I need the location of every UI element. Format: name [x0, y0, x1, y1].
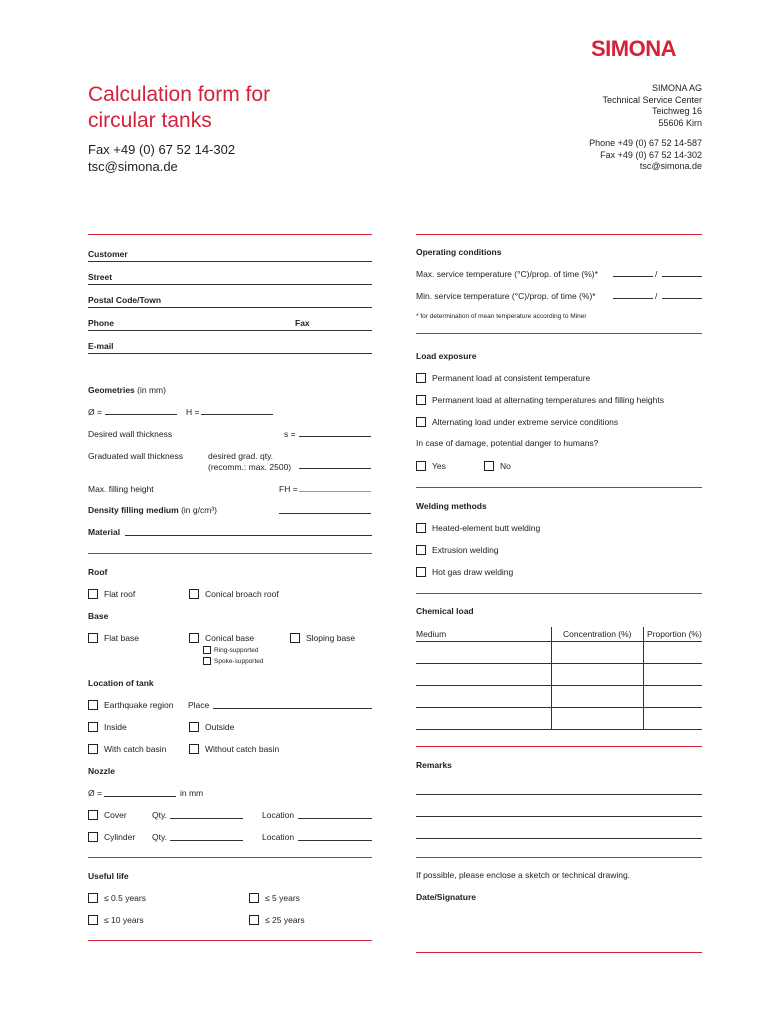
extrusion-label: Extrusion welding — [432, 545, 499, 555]
material-field[interactable] — [125, 535, 372, 536]
table-column-divider — [643, 627, 644, 730]
min-time-field[interactable] — [662, 298, 702, 299]
base-title: Base — [88, 611, 109, 621]
phone-block — [480, 138, 702, 173]
useful-life-title: Useful life — [88, 871, 129, 881]
contact-block — [88, 141, 235, 175]
place-field[interactable] — [213, 708, 372, 709]
heated-element-checkbox[interactable] — [416, 523, 426, 533]
density-field[interactable] — [279, 513, 371, 514]
location-title: Location of tank — [88, 678, 154, 688]
divider — [416, 234, 702, 235]
cylinder-qty-label: Qty. — [152, 832, 167, 842]
nozzle-diameter-field[interactable] — [104, 796, 176, 797]
flat-base-label: Flat base — [104, 633, 139, 643]
earthquake-label: Earthquake region — [104, 700, 174, 710]
alternating-extreme-label: Alternating load under extreme service conditions — [432, 417, 619, 427]
welding-title: Welding methods — [416, 501, 487, 511]
conical-base-checkbox[interactable] — [189, 633, 199, 643]
max-fill-label: Max. filling height — [88, 484, 154, 494]
wall-thickness-field[interactable] — [299, 436, 371, 437]
no-label: No — [500, 461, 511, 471]
email-line: tsc@simona.de — [639, 161, 702, 171]
spoke-supported-checkbox[interactable] — [203, 657, 211, 665]
sketch-note: If possible, please enclose a sketch or technical drawing. — [416, 870, 631, 880]
sloping-base-checkbox[interactable] — [290, 633, 300, 643]
fh-field[interactable] — [299, 491, 371, 492]
cover-location-field[interactable] — [298, 818, 372, 819]
no-checkbox[interactable] — [484, 461, 494, 471]
alternating-temp-checkbox[interactable] — [416, 395, 426, 405]
operating-title: Operating conditions — [416, 247, 502, 257]
chemical-title: Chemical load — [416, 606, 474, 616]
conical-roof-label: Conical broach roof — [205, 589, 279, 599]
permanent-load-label: Permanent load at consistent temperature — [432, 373, 591, 383]
divider — [88, 553, 372, 554]
cylinder-location-label: Location — [262, 832, 295, 842]
ring-supported-checkbox[interactable] — [203, 646, 211, 654]
life-10-checkbox[interactable] — [88, 915, 98, 925]
earthquake-checkbox[interactable] — [88, 700, 98, 710]
alternating-temp-label: Permanent load at alternating temperatures and filling heights — [432, 395, 665, 405]
concentration-header: Concentration (%) — [563, 629, 632, 639]
diameter-field[interactable] — [105, 414, 177, 415]
place-label: Place — [188, 700, 210, 710]
divider — [416, 593, 702, 594]
density-unit: (in g/cm³) — [181, 505, 217, 515]
without-catch-basin-checkbox[interactable] — [189, 744, 199, 754]
email-field[interactable] — [88, 353, 372, 354]
divider — [88, 857, 372, 858]
conical-base-label: Conical base — [205, 633, 255, 643]
cover-label: Cover — [104, 810, 127, 820]
wall-thickness-label: Desired wall thickness — [88, 429, 173, 439]
nozzle-title: Nozzle — [88, 766, 115, 776]
inside-checkbox[interactable] — [88, 722, 98, 732]
address-line: 55606 Kirn — [658, 117, 702, 128]
height-field[interactable] — [201, 414, 273, 415]
page-title — [88, 82, 270, 134]
postal-label: Postal Code/Town — [88, 295, 162, 305]
cover-qty-field[interactable] — [170, 818, 243, 819]
without-catch-basin-label: Without catch basin — [205, 744, 280, 754]
height-label: H = — [186, 407, 200, 417]
material-label: Material — [88, 527, 121, 537]
phone-line: Phone +49 (0) 67 52 14-587 — [589, 138, 702, 148]
divider — [88, 940, 372, 941]
sloping-base-label: Sloping base — [306, 633, 356, 643]
hot-gas-checkbox[interactable] — [416, 567, 426, 577]
life-5-label: ≤ 5 years — [265, 893, 300, 903]
inside-label: Inside — [104, 722, 127, 732]
contact-fax: Fax +49 (0) 67 52 14-302 — [88, 142, 236, 157]
postal-field[interactable] — [88, 307, 372, 308]
street-field[interactable] — [88, 284, 372, 285]
geometries-unit: (in mm) — [137, 385, 166, 395]
title-line-2: circular tanks — [88, 109, 212, 132]
graduated-label: Graduated wall thickness — [88, 451, 183, 461]
medium-header: Medium — [416, 629, 447, 639]
flat-roof-label: Flat roof — [104, 589, 136, 599]
proportion-header: Proportion (%) — [647, 629, 702, 639]
nozzle-diameter-label: Ø = — [88, 788, 102, 798]
ring-supported-label: Ring-supported — [214, 647, 259, 654]
date-signature-label: Date/Signature — [416, 892, 476, 902]
grad-qty-label: desired grad. qty. — [208, 451, 274, 461]
address-line: SIMONA AG — [651, 83, 702, 93]
remarks-line[interactable] — [416, 838, 702, 839]
max-slash: / — [655, 269, 658, 279]
simona-logo: SIMONA — [591, 36, 676, 61]
yes-checkbox[interactable] — [416, 461, 426, 471]
max-temp-label: Max. service temperature (°C)/prop. of time (%)* — [416, 269, 598, 279]
with-catch-basin-label: With catch basin — [104, 744, 167, 754]
life-25-checkbox[interactable] — [249, 915, 259, 925]
grad-recomm-label: (recomm.: max. 2500) — [208, 462, 292, 472]
flat-base-checkbox[interactable] — [88, 633, 98, 643]
table-row[interactable] — [416, 663, 702, 664]
divider — [416, 333, 702, 334]
title-line-1: Calculation form for — [88, 83, 271, 106]
email-label: E-mail — [88, 341, 114, 351]
min-slash: / — [655, 291, 658, 301]
table-row[interactable] — [416, 729, 702, 730]
life-25-label: ≤ 25 years — [265, 915, 305, 925]
divider — [416, 952, 702, 953]
phone-label: Phone — [88, 318, 114, 328]
roof-title: Roof — [88, 567, 108, 577]
miner-note: * for determination of mean temperature according to Miner — [416, 313, 587, 320]
fax-label: Fax — [295, 318, 310, 328]
divider — [88, 234, 372, 235]
outside-checkbox[interactable] — [189, 722, 199, 732]
phone-fax-field[interactable] — [88, 330, 372, 331]
density-heading — [88, 505, 217, 515]
cover-location-label: Location — [262, 810, 295, 820]
hot-gas-label: Hot gas draw welding — [432, 567, 514, 577]
conical-roof-checkbox[interactable] — [189, 589, 199, 599]
cylinder-label: Cylinder — [104, 832, 136, 842]
min-temp-field[interactable] — [613, 298, 653, 299]
remarks-title: Remarks — [416, 760, 452, 770]
remarks-line[interactable] — [416, 794, 702, 795]
table-row[interactable] — [416, 641, 702, 642]
life-10-label: ≤ 10 years — [104, 915, 144, 925]
outside-label: Outside — [205, 722, 235, 732]
alternating-extreme-checkbox[interactable] — [416, 417, 426, 427]
life-05-checkbox[interactable] — [88, 893, 98, 903]
extrusion-checkbox[interactable] — [416, 545, 426, 555]
table-row[interactable] — [416, 707, 702, 708]
permanent-load-checkbox[interactable] — [416, 373, 426, 383]
cylinder-location-field[interactable] — [298, 840, 372, 841]
cover-qty-label: Qty. — [152, 810, 167, 820]
table-column-divider — [551, 627, 552, 730]
address-line: Technical Service Center — [602, 94, 702, 105]
cylinder-checkbox[interactable] — [88, 832, 98, 842]
load-title: Load exposure — [416, 351, 477, 361]
fh-label: FH = — [279, 484, 298, 494]
customer-label: Customer — [88, 249, 128, 259]
divider — [416, 746, 702, 747]
life-5-checkbox[interactable] — [249, 893, 259, 903]
max-temp-field[interactable] — [613, 276, 653, 277]
nozzle-unit-label: in mm — [180, 788, 204, 798]
with-catch-basin-checkbox[interactable] — [88, 744, 98, 754]
danger-question: In case of damage, potential danger to humans? — [416, 438, 599, 448]
diameter-label: Ø = — [88, 407, 102, 417]
max-time-field[interactable] — [662, 276, 702, 277]
grad-qty-field[interactable] — [299, 468, 371, 469]
geometries-heading — [88, 385, 166, 395]
life-05-label: ≤ 0.5 years — [104, 893, 146, 903]
cylinder-qty-field[interactable] — [170, 840, 243, 841]
s-label: s = — [284, 429, 296, 439]
yes-label: Yes — [432, 461, 446, 471]
address-block — [480, 83, 702, 129]
contact-email: tsc@simona.de — [88, 159, 178, 174]
divider — [416, 857, 702, 858]
geometries-title: Geometries — [88, 385, 135, 395]
density-title: Density filling medium — [88, 505, 179, 515]
cover-checkbox[interactable] — [88, 810, 98, 820]
street-label: Street — [88, 272, 113, 282]
fax-line: Fax +49 (0) 67 52 14-302 — [600, 149, 702, 160]
min-temp-label: Min. service temperature (°C)/prop. of time (%)* — [416, 291, 596, 301]
customer-field[interactable] — [88, 261, 372, 262]
table-row[interactable] — [416, 685, 702, 686]
remarks-line[interactable] — [416, 816, 702, 817]
heated-element-label: Heated-element butt welding — [432, 523, 541, 533]
flat-roof-checkbox[interactable] — [88, 589, 98, 599]
address-line: Teichweg 16 — [651, 106, 702, 116]
spoke-supported-label: Spoke-supported — [214, 658, 264, 665]
divider — [416, 487, 702, 488]
